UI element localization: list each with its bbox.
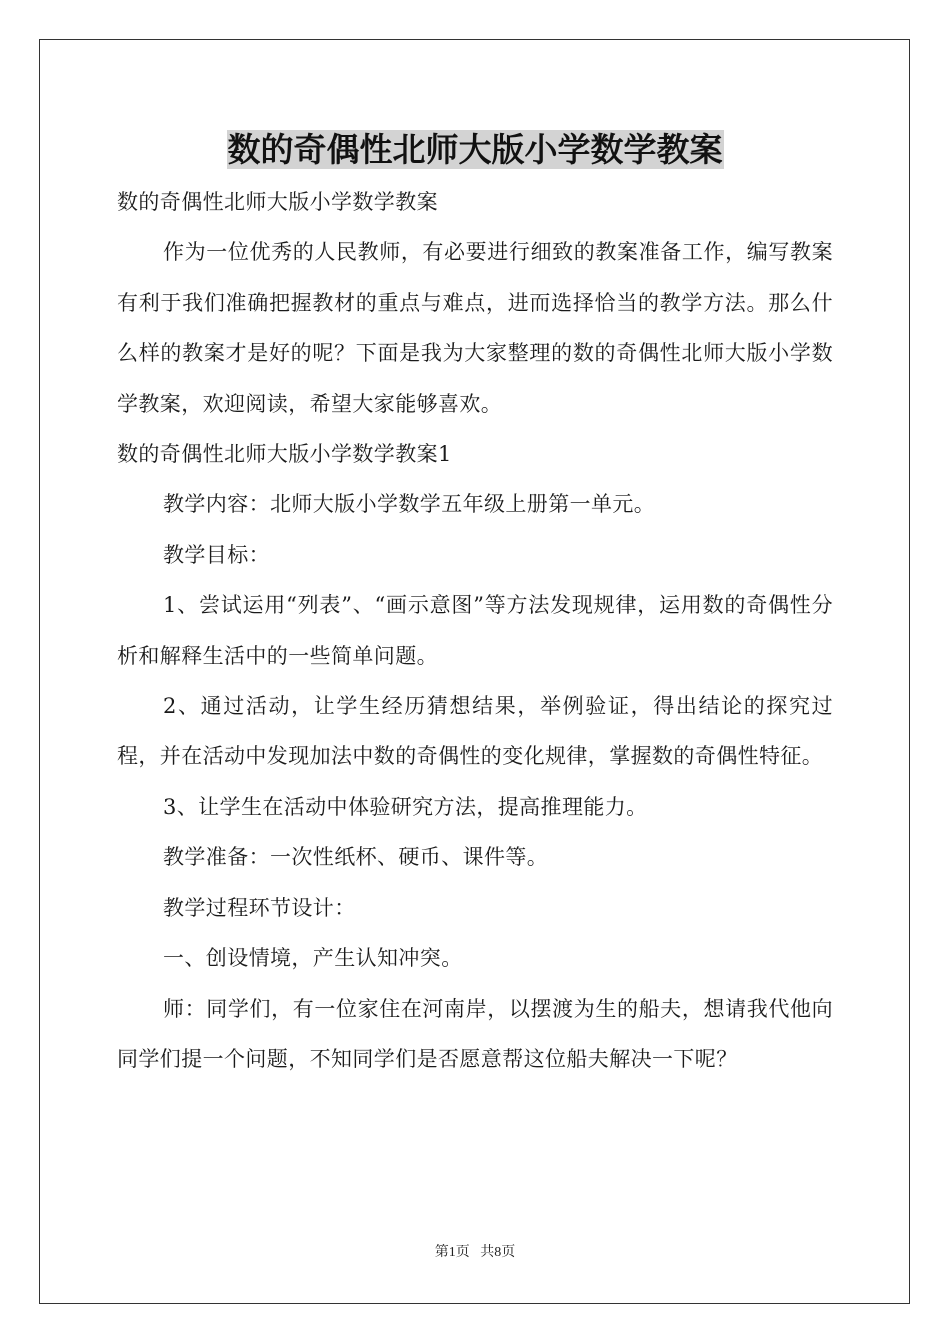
paragraph: 师：同学们，有一位家住在河南岸，以摆渡为生的船夫，想请我代他向同学们提一个问题，不知同学们是否愿意帮这位船夫解决一下呢？ bbox=[117, 996, 833, 1071]
page-number-footer: 第1页 共8页 bbox=[434, 1245, 516, 1260]
document-body bbox=[117, 177, 833, 1084]
paragraph: 1、尝试运用“列表”、“画示意图”等方法发现规律，运用数的奇偶性分析和解释生活中的一些简单问题。 bbox=[117, 593, 833, 668]
section-heading: 数的奇偶性北师大版小学数学教案1 bbox=[117, 442, 452, 467]
paragraph: 教学准备：一次性纸杯、硬币、课件等。 bbox=[163, 845, 549, 870]
document-title-text: 数的奇偶性北师大版小学数学教案 bbox=[227, 130, 723, 169]
paragraph: 教学目标： bbox=[163, 542, 270, 567]
document-title bbox=[0, 128, 950, 172]
paragraph: 一、创设情境，产生认知冲突。 bbox=[163, 946, 463, 971]
paragraph: 教学内容：北师大版小学数学五年级上册第一单元。 bbox=[163, 492, 656, 517]
paragraph: 数的奇偶性北师大版小学数学教案 bbox=[117, 190, 438, 214]
paragraph: 2、通过活动，让学生经历猜想结果，举例验证，得出结论的探究过程，并在活动中发现加法中数的奇偶性的变化规律，掌握数的奇偶性特征。 bbox=[117, 694, 833, 769]
paragraph: 作为一位优秀的人民教师，有必要进行细致的教案准备工作，编写教案有利于我们准确把握教材的重点与难点，进而选择恰当的教学方法。那么什么样的教案才是好的呢？下面是我为大家整理的数的奇偶性北师大版小学数学教案，欢迎阅读，希望大家能够喜欢。 bbox=[117, 240, 833, 416]
paragraph: 3、让学生在活动中体验研究方法，提高推理能力。 bbox=[163, 794, 648, 819]
paragraph: 教学过程环节设计： bbox=[163, 895, 356, 920]
